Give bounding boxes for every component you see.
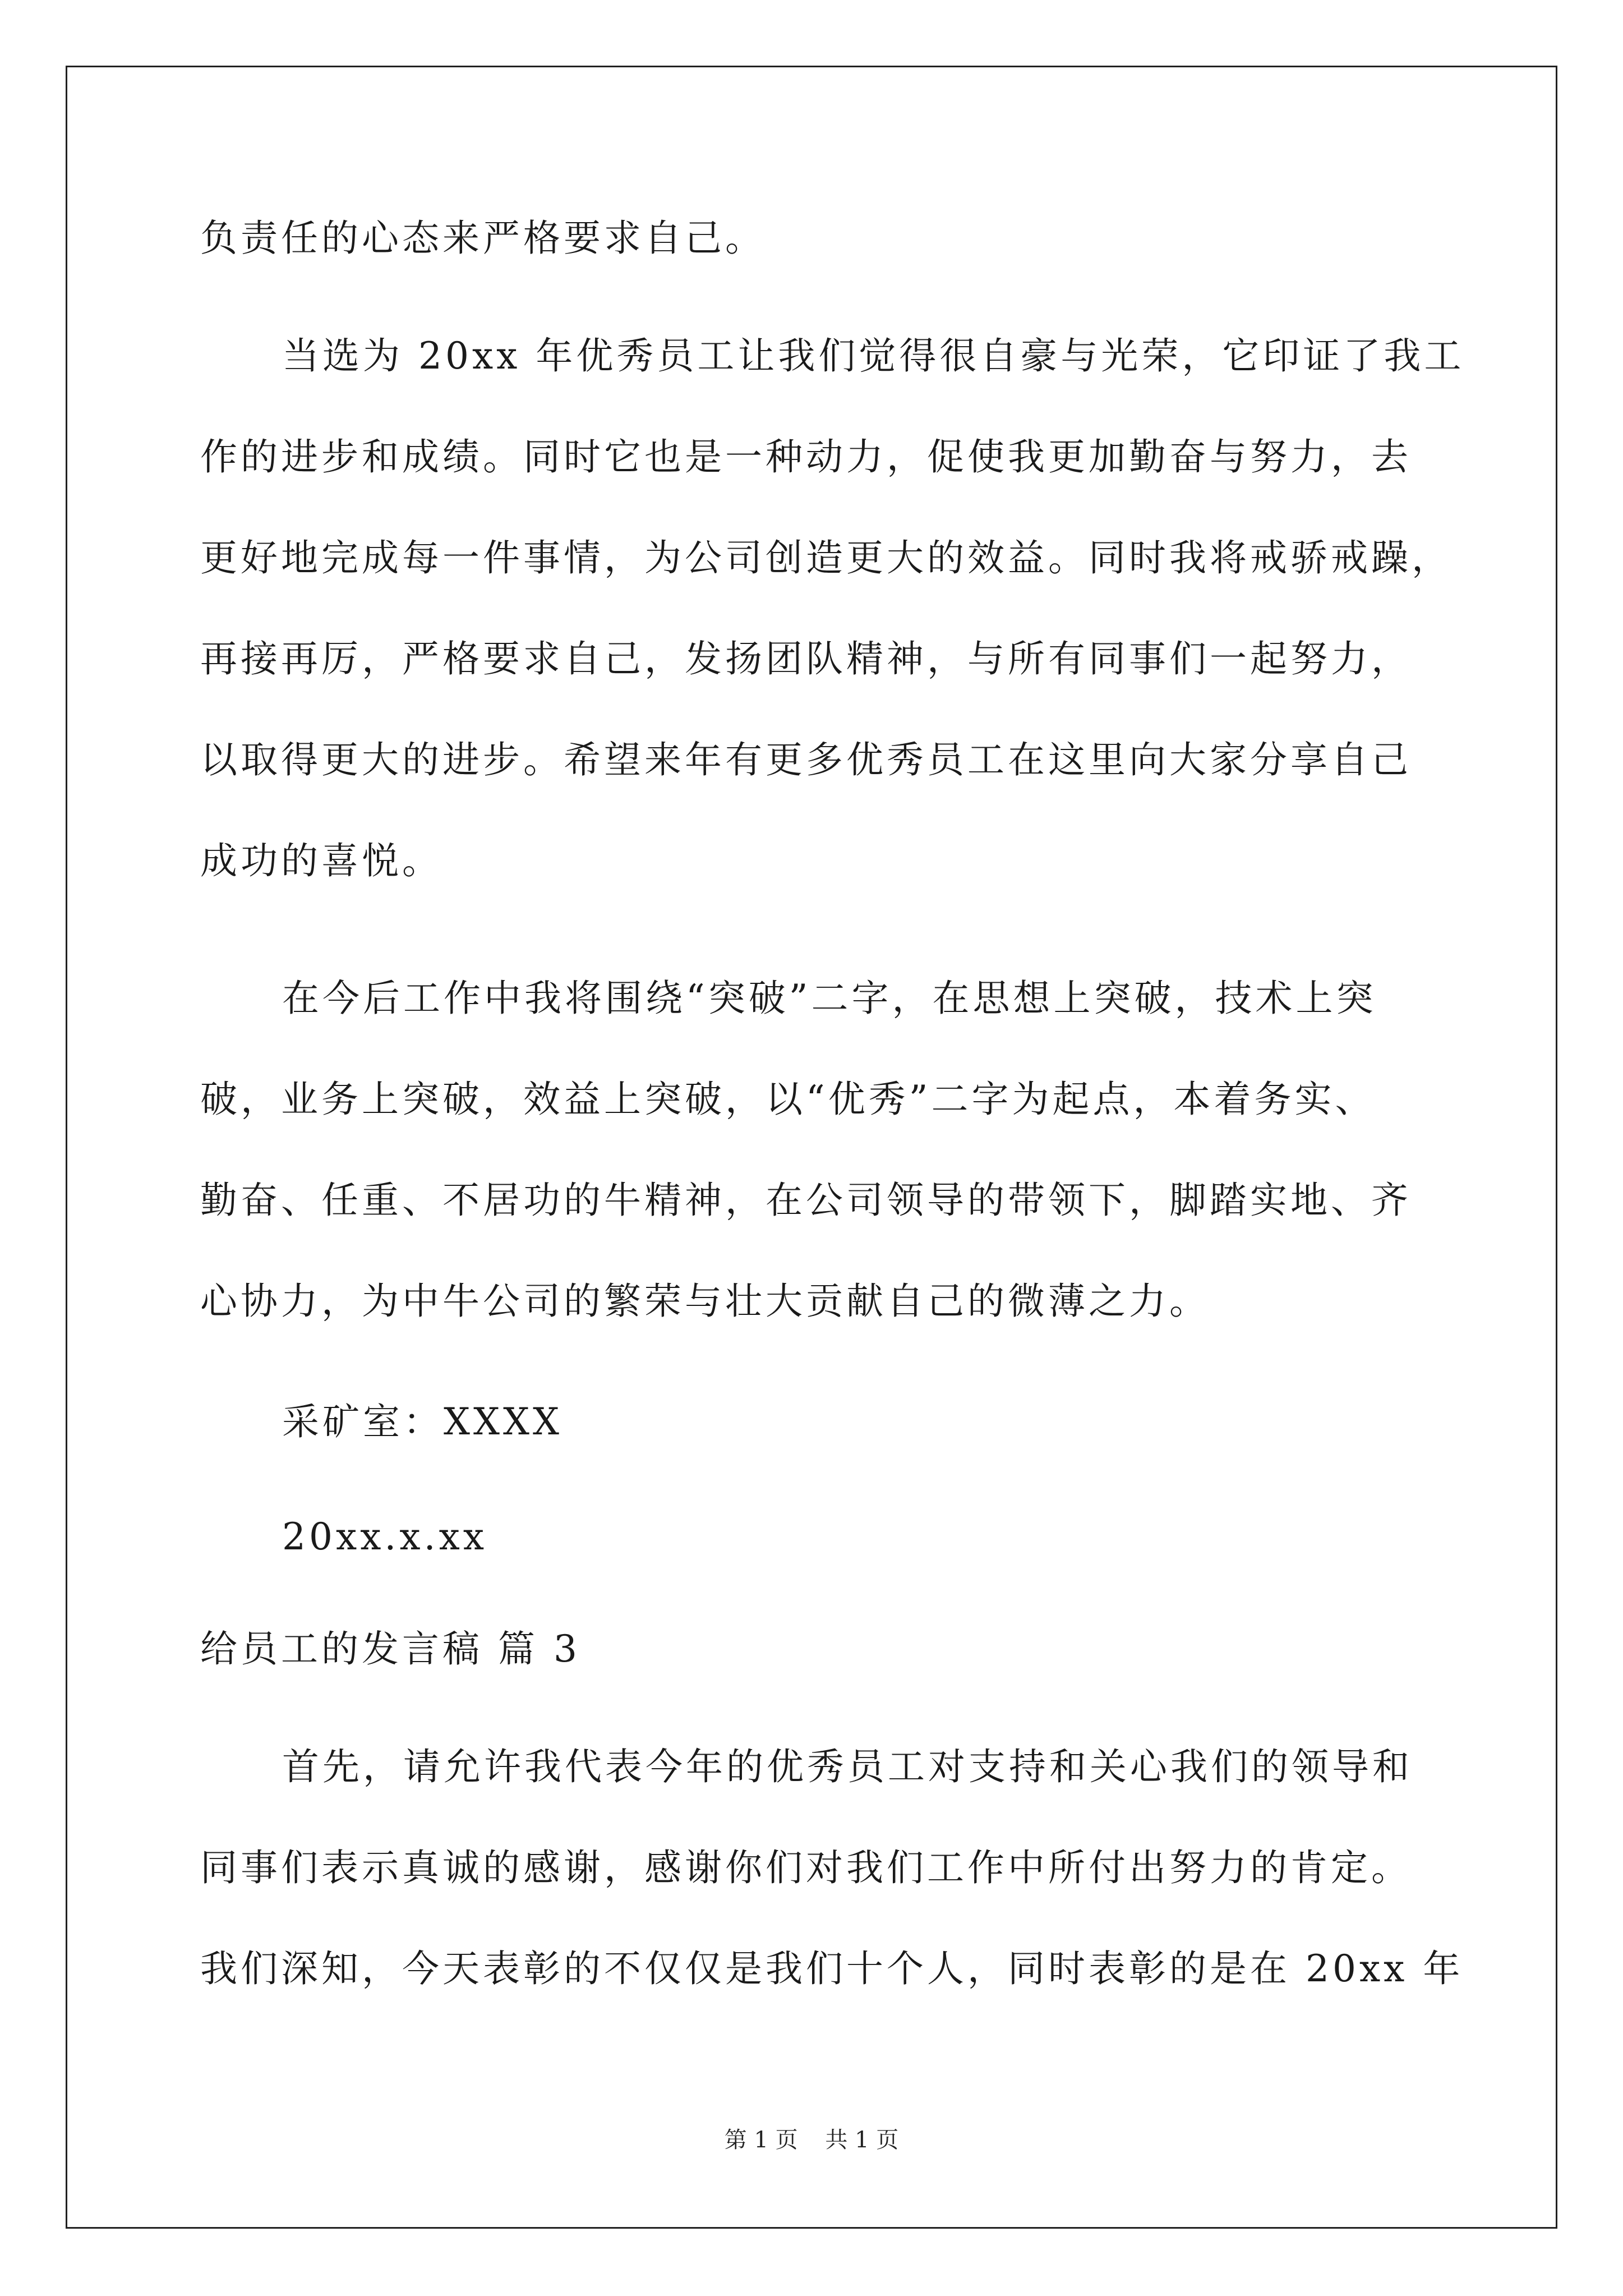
page-footer [0, 2126, 1623, 2154]
text-line: 我们深知，今天表彰的不仅仅是我们十个人，同时表彰的是在 20xx 年 [200, 1947, 1464, 1990]
text-line: 首先，请允许我代表今年的优秀员工对支持和关心我们的领导和 [282, 1745, 1413, 1788]
page-number: 第 1 页 [724, 2127, 798, 2153]
text-line: 以取得更大的进步。希望来年有更多优秀员工在这里向大家分享自己 [200, 738, 1412, 781]
text-line: 勤奋、任重、不居功的牛精神，在公司领导的带领下，脚踏实地、齐 [200, 1179, 1412, 1222]
page-total: 共 1 页 [825, 2127, 899, 2153]
signature-department: 采矿室：XXXX [282, 1400, 562, 1443]
text-line: 破，业务上突破，效益上突破，以“优秀”二字为起点，本着务实、 [200, 1078, 1376, 1121]
text-line: 同事们表示真诚的感谢，感谢你们对我们工作中所付出努力的肯定。 [200, 1846, 1412, 1889]
text-line: 负责任的心态来严格要求自己。 [200, 217, 766, 260]
text-line: 在今后工作中我将围绕“突破”二字，在思想上突破，技术上突 [282, 977, 1377, 1020]
signature-date: 20xx.x.xx [282, 1515, 488, 1558]
text-line: 再接再厉，严格要求自己，发扬团队精神，与所有同事们一起努力， [200, 637, 1412, 680]
text-line: 心协力，为中牛公司的繁荣与壮大贡献自己的微薄之力。 [200, 1280, 1210, 1323]
page-border [66, 66, 1557, 2229]
text-line: 更好地完成每一件事情，为公司创造更大的效益。同时我将戒骄戒躁， [200, 536, 1452, 579]
text-line: 成功的喜悦。 [200, 839, 442, 882]
text-line: 当选为 20xx 年优秀员工让我们觉得很自豪与光荣，它印证了我工 [282, 334, 1465, 378]
text-line: 作的进步和成绩。同时它也是一种动力，促使我更加勤奋与努力，去 [200, 435, 1412, 478]
section-heading: 给员工的发言稿 篇 3 [200, 1627, 580, 1671]
